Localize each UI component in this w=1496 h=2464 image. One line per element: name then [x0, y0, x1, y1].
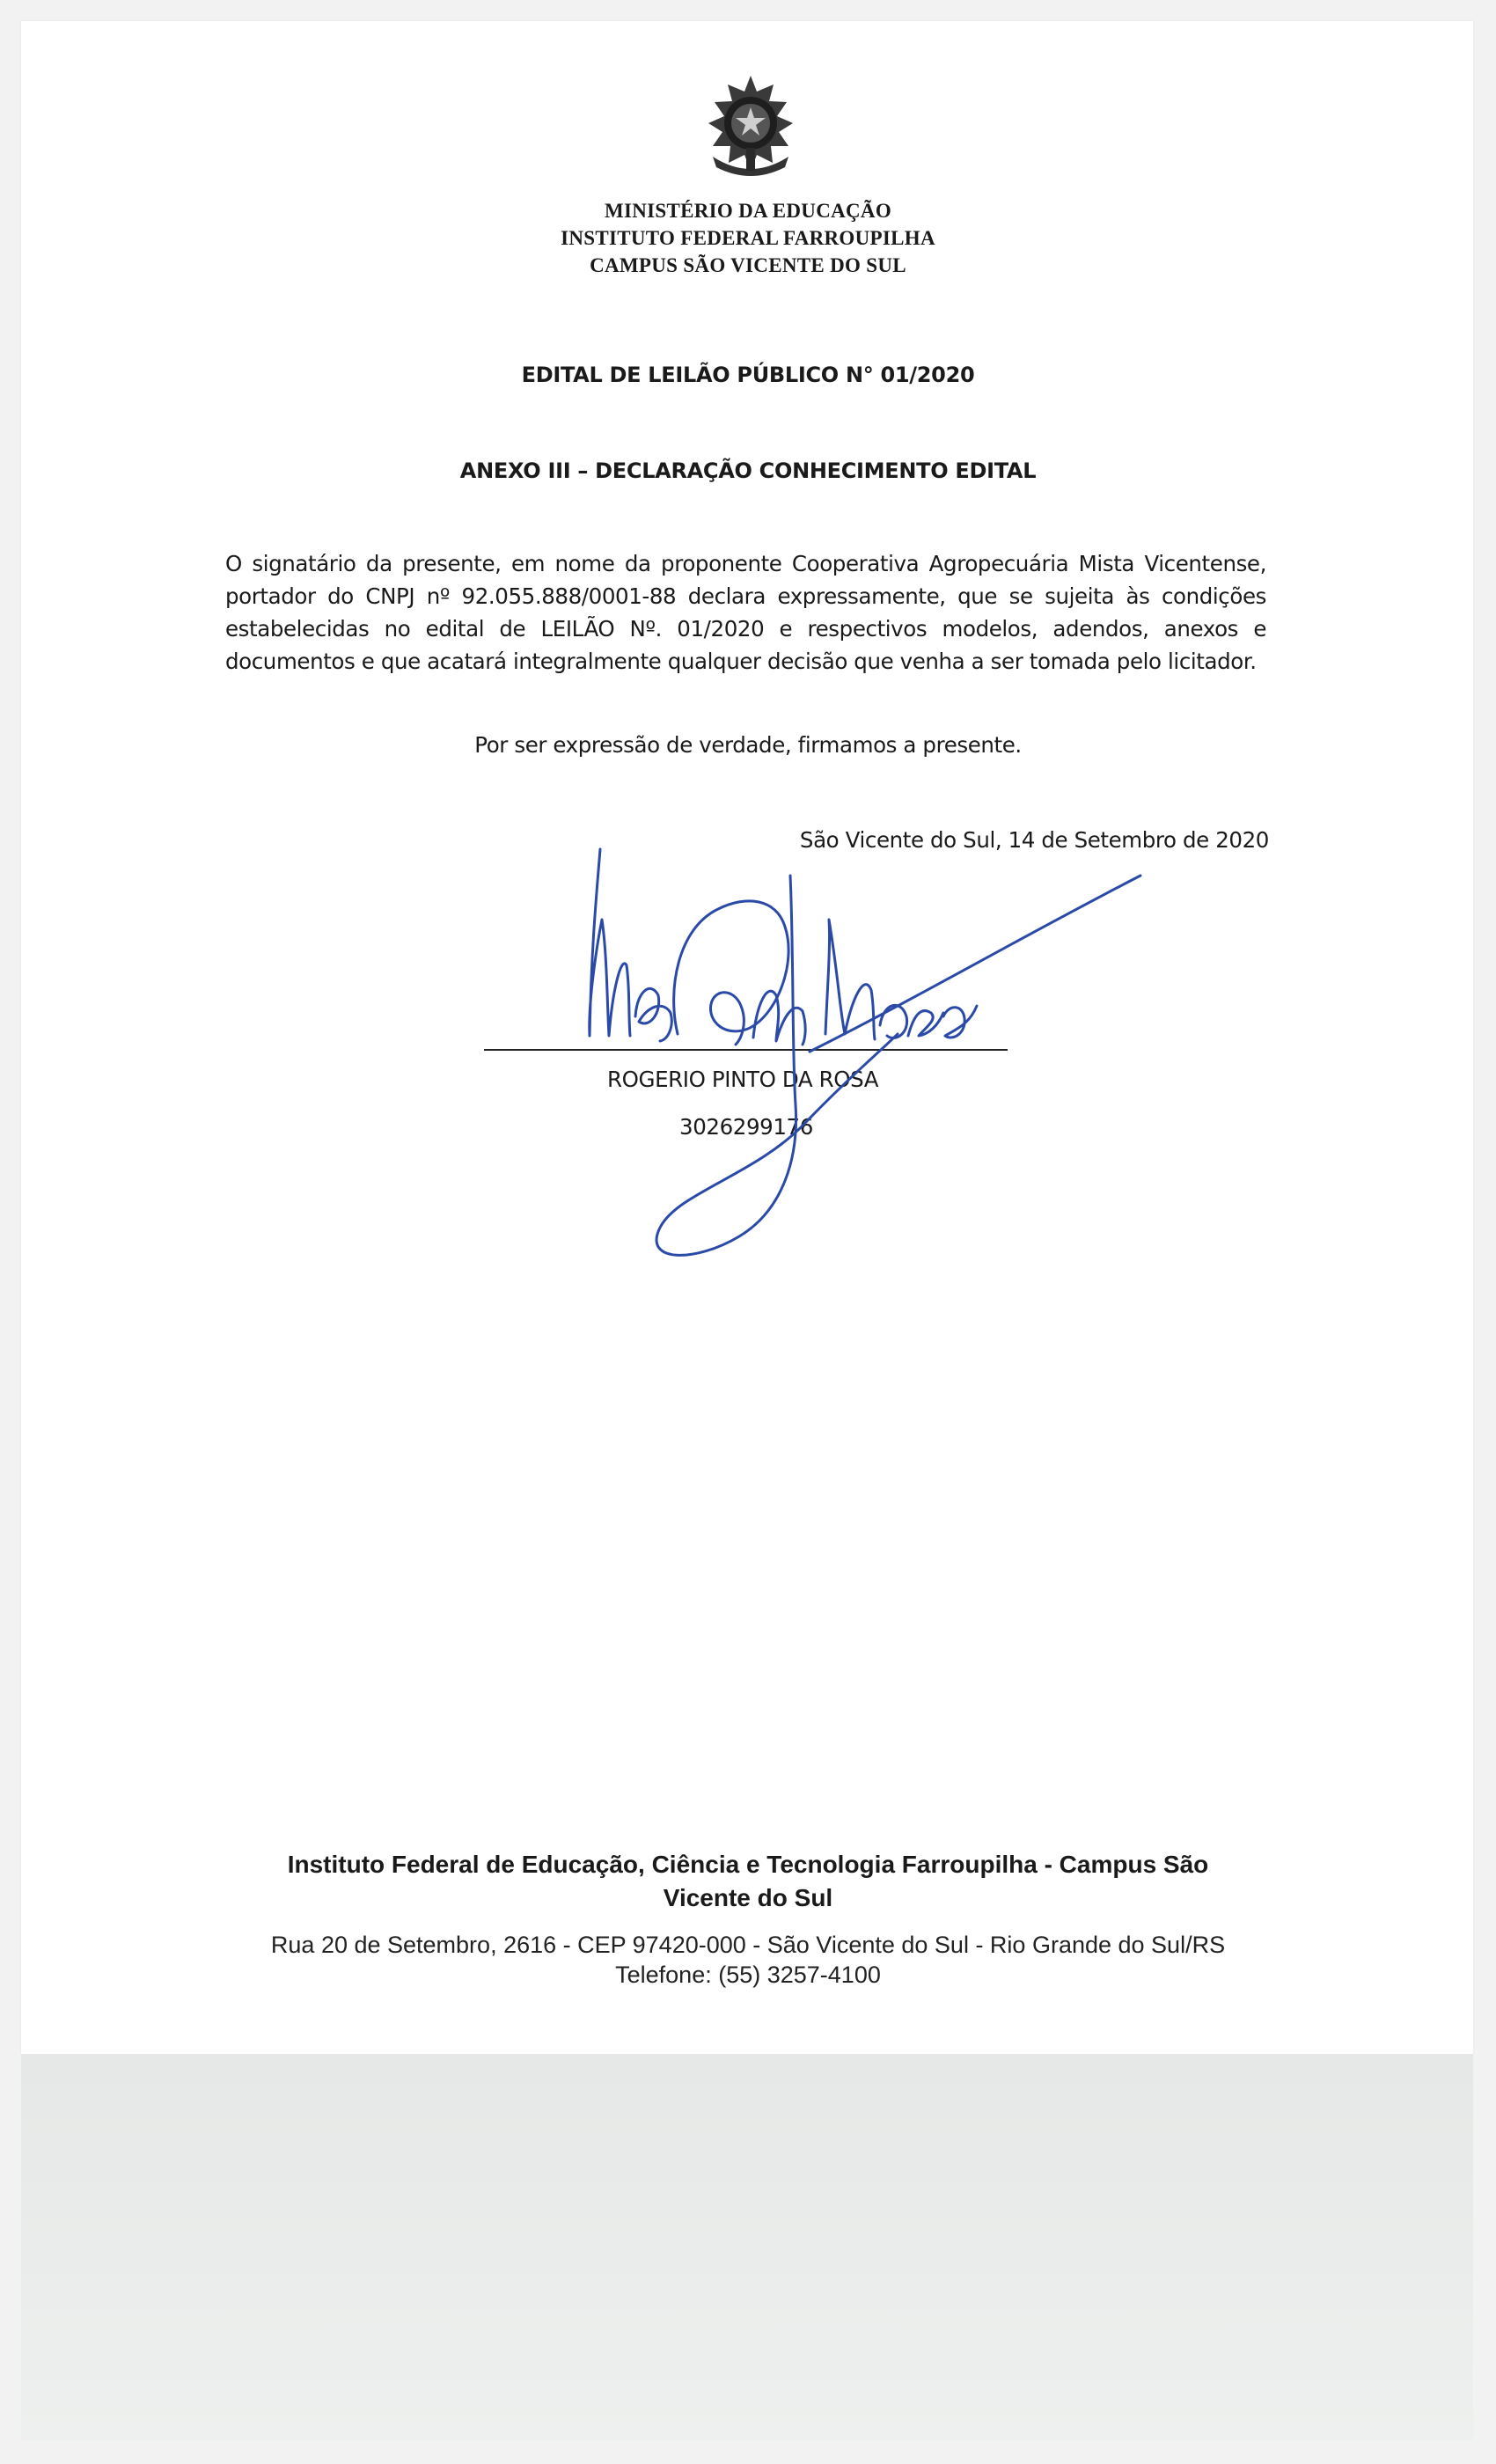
footer-phone: Telefone: (55) 3257-4100 — [615, 1962, 881, 1988]
institution-header — [0, 197, 1496, 279]
campus-name: CAMPUS SÃO VICENTE DO SUL — [590, 254, 906, 276]
closing-statement: Por ser expressão de verdade, firmamos a presente. — [474, 732, 1022, 758]
declaration-paragraph: O signatário da presente, em nome da proponente Cooperativa Agropecuária Mista Vicentense, portador do CNPJ nº 92.055.888/0001-88 declara expressamente, que se sujeita às condições estabelecidas no edital de LEILÃO Nº. 01/2020 e respectivos modelos, adendos, anexos e documentos e que acatará integralmente qualquer decisão que venha a ser tomada pelo licitador. — [225, 551, 1266, 674]
footer-address: Rua 20 de Setembro, 2616 - CEP 97420-000 - São Vicente do Sul - Rio Grande do Sul/RS — [270, 1932, 1226, 1958]
institute-name: INSTITUTO FEDERAL FARROUPILHA — [561, 227, 935, 249]
footer-institution — [0, 1848, 1496, 1915]
signer-name: ROGERIO PINTO DA ROSA — [607, 1067, 879, 1092]
annex-title: ANEXO III – DECLARAÇÃO CONHECIMENTO EDITAL — [459, 458, 1037, 483]
footer-institution-line-1: Instituto Federal de Educação, Ciência e Tecnologia Farroupilha - Campus São — [287, 1851, 1209, 1878]
footer-contact — [0, 1930, 1496, 1990]
signer-id-number: 3026299176 — [679, 1114, 813, 1140]
document-title: EDITAL DE LEILÃO PÚBLICO N° 01/2020 — [521, 363, 975, 387]
place-date: São Vicente do Sul, 14 de Setembro de 2020 — [799, 827, 1269, 853]
footer-institution-line-2: Vicente do Sul — [663, 1884, 833, 1911]
brazil-coat-of-arms-icon — [695, 72, 806, 183]
scan-background — [21, 2054, 1473, 2441]
handwritten-signature — [546, 840, 1144, 1298]
ministry-name: MINISTÉRIO DA EDUCAÇÃO — [604, 200, 892, 222]
